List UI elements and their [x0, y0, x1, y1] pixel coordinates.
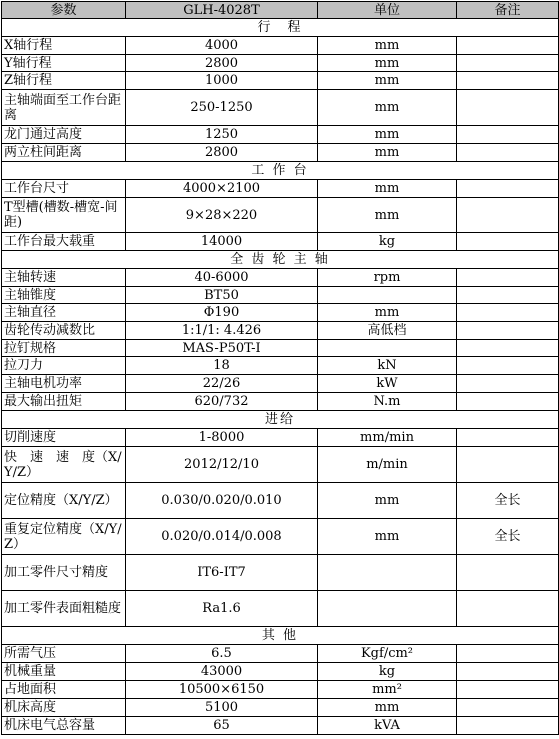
param-unit-cell: kVA [318, 717, 457, 735]
param-unit-cell: mm [318, 180, 457, 198]
section-title: 行 程 [2, 19, 559, 37]
param-value-cell: 1000 [126, 72, 318, 90]
param-value-cell: 14000 [126, 233, 318, 251]
param-value-cell: 40-6000 [126, 269, 318, 287]
param-name-cell: 加工零件尺寸精度 [2, 555, 126, 591]
param-name-cell: Z轴行程 [2, 72, 126, 90]
param-name-cell: 所需气压 [2, 645, 126, 663]
param-value-cell: Ra1.6 [126, 591, 318, 627]
param-note-cell [457, 393, 559, 411]
param-note-cell [457, 287, 559, 304]
param-value-cell: 5100 [126, 699, 318, 717]
param-name-cell: 主轴转速 [2, 269, 126, 287]
header-unit: 单位 [318, 2, 457, 19]
param-note-cell [457, 717, 559, 735]
param-value-cell: 6.5 [126, 645, 318, 663]
param-name-cell: 拉刀力 [2, 357, 126, 375]
param-note-cell: 全长 [457, 483, 559, 519]
param-value-cell: 18 [126, 357, 318, 375]
table-row [2, 126, 559, 144]
header-param: 参数 [2, 2, 126, 19]
param-name-cell: 主轴直径 [2, 304, 126, 322]
param-name-cell: 定位精度（X/Y/Z） [2, 483, 126, 519]
section-title: 全 齿 轮 主 轴 [2, 251, 559, 269]
param-note-cell [457, 645, 559, 663]
section-title: 其 他 [2, 627, 559, 645]
param-unit-cell: Kgf/cm² [318, 645, 457, 663]
param-note-cell [457, 304, 559, 322]
table-row [2, 269, 559, 287]
param-note-cell [457, 72, 559, 90]
param-value-cell: 43000 [126, 663, 318, 681]
table-row [2, 699, 559, 717]
param-name-cell: T型槽(槽数-槽宽-间距) [2, 198, 126, 233]
param-unit-cell: mm [318, 72, 457, 90]
table-row [2, 483, 559, 519]
table-row [2, 375, 559, 393]
param-unit-cell [318, 555, 457, 591]
param-unit-cell: 高低档 [318, 322, 457, 340]
header-note: 备注 [457, 2, 559, 19]
table-row [2, 663, 559, 681]
header-row [2, 2, 559, 19]
param-name-cell: 加工零件表面粗糙度 [2, 591, 126, 627]
table-row [2, 393, 559, 411]
param-name-cell: 占地面积 [2, 681, 126, 699]
param-unit-cell: mm [318, 699, 457, 717]
param-name-cell: 主轴锥度 [2, 287, 126, 304]
param-value-cell: 2012/12/10 [126, 447, 318, 483]
table-row [2, 429, 559, 447]
param-unit-cell [318, 287, 457, 304]
param-unit-cell: kN [318, 357, 457, 375]
param-note-cell [457, 180, 559, 198]
param-name-cell: 机床高度 [2, 699, 126, 717]
param-unit-cell: mm² [318, 681, 457, 699]
param-value-cell: 0.020/0.014/0.008 [126, 519, 318, 555]
param-name-cell: 工作台最大载重 [2, 233, 126, 251]
table-row [2, 447, 559, 483]
param-value-cell: 1-8000 [126, 429, 318, 447]
param-value-cell: 22/26 [126, 375, 318, 393]
param-value-cell: MAS-P50T-I [126, 340, 318, 357]
section-title-row [2, 411, 559, 429]
table-row [2, 717, 559, 735]
section-title: 工 作 台 [2, 162, 559, 180]
param-unit-cell: mm [318, 144, 457, 162]
param-unit-cell: mm [318, 55, 457, 72]
section-title-row [2, 19, 559, 37]
param-value-cell: 1250 [126, 126, 318, 144]
section-title-row [2, 251, 559, 269]
param-name-cell: 两立柱间距离 [2, 144, 126, 162]
param-unit-cell [318, 340, 457, 357]
param-note-cell [457, 233, 559, 251]
param-note-cell [457, 269, 559, 287]
param-value-cell: 1:1/1: 4.426 [126, 322, 318, 340]
param-unit-cell: mm/min [318, 429, 457, 447]
table-row [2, 144, 559, 162]
table-row [2, 233, 559, 251]
param-unit-cell: mm [318, 198, 457, 233]
section-title-row [2, 627, 559, 645]
param-value-cell: 9×28×220 [126, 198, 318, 233]
param-unit-cell: rpm [318, 269, 457, 287]
param-name-cell: 工作台尺寸 [2, 180, 126, 198]
param-name-cell: 主轴端面至工作台距离 [2, 90, 126, 126]
param-unit-cell: mm [318, 304, 457, 322]
param-name-cell: 齿轮传动减数比 [2, 322, 126, 340]
param-note-cell [457, 591, 559, 627]
param-unit-cell: m/min [318, 447, 457, 483]
spec-table [1, 1, 559, 735]
param-note-cell [457, 126, 559, 144]
param-name-cell: 切削速度 [2, 429, 126, 447]
param-note-cell [457, 447, 559, 483]
param-note-cell [457, 699, 559, 717]
param-name-cell: 主轴电机功率 [2, 375, 126, 393]
param-unit-cell: mm [318, 37, 457, 55]
param-value-cell: IT6-IT7 [126, 555, 318, 591]
param-note-cell [457, 357, 559, 375]
param-value-cell: 4000 [126, 37, 318, 55]
param-name-cell: 重复定位精度（X/Y/Z） [2, 519, 126, 555]
table-row [2, 90, 559, 126]
param-note-cell [457, 375, 559, 393]
table-row [2, 591, 559, 627]
section-title-row [2, 162, 559, 180]
param-unit-cell: mm [318, 519, 457, 555]
param-unit-cell: mm [318, 126, 457, 144]
spec-table-body [2, 2, 559, 735]
param-note-cell [457, 429, 559, 447]
param-unit-cell: mm [318, 90, 457, 126]
table-row [2, 645, 559, 663]
param-name-cell: 最大输出扭矩 [2, 393, 126, 411]
param-note-cell [457, 90, 559, 126]
table-row [2, 555, 559, 591]
table-row [2, 72, 559, 90]
param-note-cell [457, 663, 559, 681]
table-row [2, 37, 559, 55]
param-value-cell: 10500×6150 [126, 681, 318, 699]
header-model: GLH-4028T [126, 2, 318, 19]
table-row [2, 340, 559, 357]
param-name-cell: 快 速 速 度（X/Y/Z） [2, 447, 126, 483]
param-note-cell [457, 198, 559, 233]
param-unit-cell: kg [318, 233, 457, 251]
param-value-cell: 0.030/0.020/0.010 [126, 483, 318, 519]
param-value-cell: 2800 [126, 144, 318, 162]
param-value-cell: 620/732 [126, 393, 318, 411]
param-value-cell: Φ190 [126, 304, 318, 322]
table-row [2, 357, 559, 375]
param-unit-cell: N.m [318, 393, 457, 411]
param-name-cell: 龙门通过高度 [2, 126, 126, 144]
table-row [2, 55, 559, 72]
param-value-cell: BT50 [126, 287, 318, 304]
param-note-cell [457, 144, 559, 162]
param-value-cell: 4000×2100 [126, 180, 318, 198]
table-row [2, 198, 559, 233]
param-name-cell: 机床电气总容量 [2, 717, 126, 735]
table-row [2, 322, 559, 340]
param-unit-cell: kg [318, 663, 457, 681]
section-title: 进给 [2, 411, 559, 429]
param-unit-cell [318, 591, 457, 627]
table-row [2, 287, 559, 304]
param-unit-cell: kW [318, 375, 457, 393]
table-row [2, 681, 559, 699]
param-note-cell [457, 555, 559, 591]
param-note-cell [457, 340, 559, 357]
table-row [2, 304, 559, 322]
param-note-cell [457, 55, 559, 72]
table-row [2, 180, 559, 198]
param-value-cell: 65 [126, 717, 318, 735]
param-value-cell: 250-1250 [126, 90, 318, 126]
param-note-cell [457, 681, 559, 699]
param-name-cell: Y轴行程 [2, 55, 126, 72]
param-unit-cell: mm [318, 483, 457, 519]
param-name-cell: X轴行程 [2, 37, 126, 55]
param-name-cell: 机械重量 [2, 663, 126, 681]
param-note-cell [457, 37, 559, 55]
param-note-cell [457, 322, 559, 340]
param-name-cell: 拉钉规格 [2, 340, 126, 357]
param-value-cell: 2800 [126, 55, 318, 72]
param-note-cell: 全长 [457, 519, 559, 555]
table-row [2, 519, 559, 555]
